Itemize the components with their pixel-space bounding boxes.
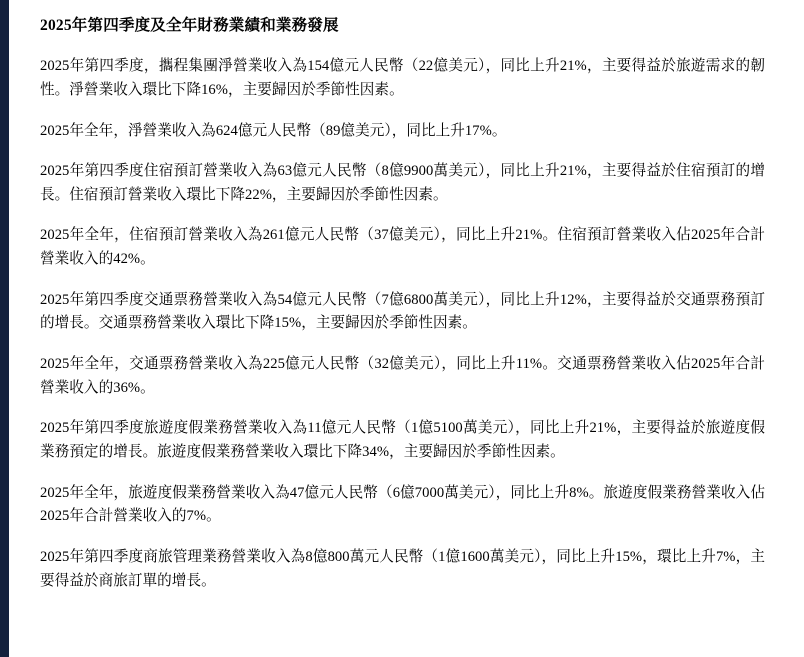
paragraph: 2025年第四季度商旅管理業務營業收入為8億800萬元人民幣（1億1600萬美元），同比上升15%，環比上升7%，主要得益於商旅訂單的增長。 [40, 548, 765, 589]
paragraph: 2025年第四季度交通票務營業收入為54億元人民幣（7億6800萬美元），同比上升12%，主要得益於交通票務預訂的增長。交通票務營業收入環比下降15%，主要歸因於季節性因素。 [40, 291, 765, 332]
paragraph: 2025年第四季度旅遊度假業務營業收入為11億元人民幣（1億5100萬美元），同比上升21%，主要得益於旅遊度假業務預定的增長。旅遊度假業務營業收入環比下降34%，主要歸因於季節性因素。 [40, 420, 765, 460]
paragraph: 2025年第四季度住宿預訂營業收入為63億元人民幣（8億9900萬美元），同比上升21%，主要得益於住宿預訂的增長。住宿預訂營業收入環比下降22%，主要歸因於季節性因素。 [40, 163, 765, 203]
paragraph: 2025年全年，住宿預訂營業收入為261億元人民幣（37億美元），同比上升21%。住宿預訂營業收入佔2025年合計營業收入的42%。 [40, 227, 765, 268]
page-title: 2025年第四季度及全年財務業績和業務發展 [40, 17, 339, 34]
page-left-accent-bar [0, 0, 9, 657]
document-body [40, 0, 765, 593]
paragraph: 2025年第四季度，攜程集團淨營業收入為154億元人民幣（22億美元），同比上升21%，主要得益於旅遊需求的韌性。淨營業收入環比下降16%，主要歸因於季節性因素。 [40, 58, 765, 98]
paragraph: 2025年全年，交通票務營業收入為225億元人民幣（32億美元），同比上升11%。交通票務營業收入佔2025年合計營業收入的36%。 [40, 356, 765, 396]
paragraph: 2025年全年，淨營業收入為624億元人民幣（89億美元），同比上升17%。 [40, 122, 507, 139]
paragraph: 2025年全年，旅遊度假業務營業收入為47億元人民幣（6億7000萬美元），同比上升8%。旅遊度假業務營業收入佔2025年合計營業收入的7%。 [40, 484, 765, 525]
